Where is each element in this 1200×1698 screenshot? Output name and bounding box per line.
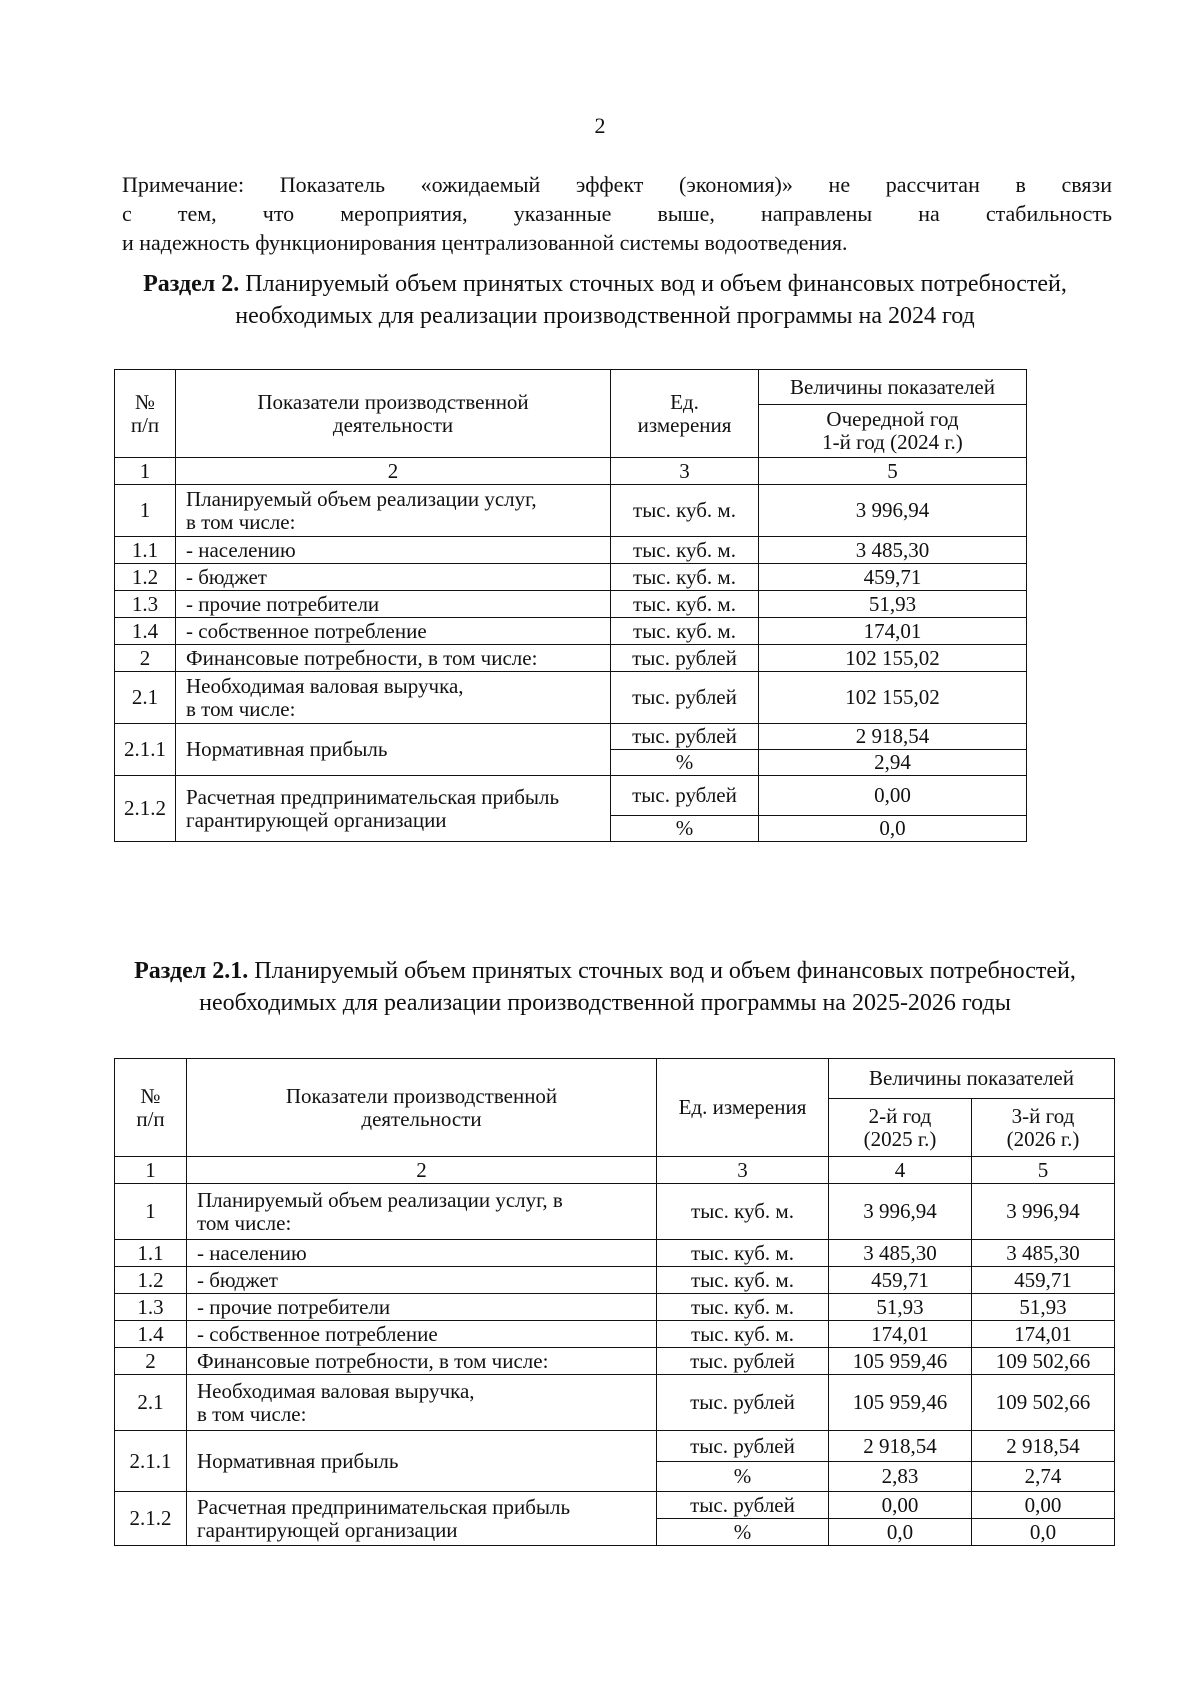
header-unit: Ед. измерения [657, 1059, 829, 1157]
row-value-2026: 3 485,30 [972, 1240, 1115, 1267]
row-num: 2.1 [115, 672, 176, 724]
column-number: 5 [972, 1157, 1115, 1184]
row-unit: тыс. рублей [657, 1431, 829, 1462]
table-2025-2026 [114, 1058, 1115, 1546]
row-unit: % [657, 1519, 829, 1546]
row-value-2026: 174,01 [972, 1321, 1115, 1348]
section-2-1-title-text: Планируемый объем принятых сточных вод и объем финансовых потребностей, необходимых для реализации производственной программы на 2025-2026 годы [199, 958, 1076, 1016]
row-value: 0,0 [759, 816, 1027, 842]
row-name: Необходимая валовая выручка, в том числе: [176, 672, 611, 724]
table-2024 [114, 369, 1027, 842]
header-unit: Ед. измерения [611, 370, 759, 458]
row-unit: тыс. рублей [611, 724, 759, 750]
table-row [115, 485, 1027, 537]
row-name: - бюджет [187, 1267, 657, 1294]
row-value-2025: 3 485,30 [829, 1240, 972, 1267]
column-number: 2 [187, 1157, 657, 1184]
table-row [115, 1431, 1115, 1462]
row-name: Необходимая валовая выручка, в том числе: [187, 1375, 657, 1431]
row-name: Расчетная предпринимательская прибыль гарантирующей организации [176, 776, 611, 842]
row-num: 1.1 [115, 537, 176, 564]
column-number: 1 [115, 1157, 187, 1184]
row-unit: тыс. рублей [611, 645, 759, 672]
header-num: № п/п [115, 370, 176, 458]
row-unit: % [611, 750, 759, 776]
page-number: 2 [594, 113, 606, 138]
row-unit: тыс. куб. м. [611, 591, 759, 618]
table-row [115, 618, 1027, 645]
row-unit: тыс. рублей [657, 1492, 829, 1519]
row-unit: тыс. куб. м. [657, 1321, 829, 1348]
row-value-2025: 459,71 [829, 1267, 972, 1294]
row-value: 102 155,02 [759, 645, 1027, 672]
row-value: 174,01 [759, 618, 1027, 645]
row-value-2026: 3 996,94 [972, 1184, 1115, 1240]
table-row [115, 1348, 1115, 1375]
row-name: Нормативная прибыль [187, 1431, 657, 1492]
row-name: - собственное потребление [176, 618, 611, 645]
table-row [115, 591, 1027, 618]
note-line: и надежность функционирования централизованной системы водоотведения. [122, 230, 848, 255]
section-2-title [110, 268, 1100, 332]
section-2-1-title-bold: Раздел 2.1. [134, 958, 249, 984]
row-num: 1.3 [115, 1294, 187, 1321]
row-value-2026: 2 918,54 [972, 1431, 1115, 1462]
row-value: 459,71 [759, 564, 1027, 591]
row-name: Планируемый объем реализации услуг, в том числе: [187, 1184, 657, 1240]
note-line: с тем, что мероприятия, указанные выше, направлены на стабильность [122, 201, 1112, 226]
row-value-2026: 51,93 [972, 1294, 1115, 1321]
row-value-2025: 51,93 [829, 1294, 972, 1321]
column-number: 1 [115, 458, 176, 485]
row-value: 2 918,54 [759, 724, 1027, 750]
table-row [115, 1492, 1115, 1519]
row-num: 1.1 [115, 1240, 187, 1267]
table-row [115, 1294, 1115, 1321]
row-name: Нормативная прибыль [176, 724, 611, 776]
row-unit: тыс. куб. м. [611, 564, 759, 591]
column-number: 5 [759, 458, 1027, 485]
row-unit: тыс. куб. м. [657, 1240, 829, 1267]
table-row [115, 1267, 1115, 1294]
table-row [115, 1240, 1115, 1267]
row-name: Планируемый объем реализации услуг, в том числе: [176, 485, 611, 537]
row-num: 2 [115, 645, 176, 672]
row-value-2025: 105 959,46 [829, 1348, 972, 1375]
row-name: - прочие потребители [176, 591, 611, 618]
header-year-2025: 2-й год (2025 г.) [829, 1099, 972, 1157]
row-unit: тыс. куб. м. [611, 485, 759, 537]
row-num: 1.4 [115, 618, 176, 645]
row-unit: тыс. куб. м. [657, 1184, 829, 1240]
row-num: 2.1.1 [115, 1431, 187, 1492]
table-row [115, 1321, 1115, 1348]
section-2-1-title [110, 955, 1100, 1019]
table-row [115, 564, 1027, 591]
row-num: 2.1.1 [115, 724, 176, 776]
row-value-2026: 2,74 [972, 1462, 1115, 1492]
row-name: Финансовые потребности, в том числе: [187, 1348, 657, 1375]
row-value-2026: 109 502,66 [972, 1375, 1115, 1431]
note-line: Примечание: Показатель «ожидаемый эффект (экономия)» не рассчитан в связи [122, 172, 1112, 197]
row-unit: тыс. рублей [657, 1375, 829, 1431]
row-num: 1.4 [115, 1321, 187, 1348]
column-number: 2 [176, 458, 611, 485]
header-values: Величины показателей [759, 370, 1027, 405]
row-num: 1 [115, 1184, 187, 1240]
row-unit: тыс. куб. м. [657, 1267, 829, 1294]
row-value: 102 155,02 [759, 672, 1027, 724]
table-row [115, 537, 1027, 564]
column-number: 3 [657, 1157, 829, 1184]
row-value: 3 485,30 [759, 537, 1027, 564]
table-row [115, 724, 1027, 750]
row-name: - населению [176, 537, 611, 564]
row-unit: тыс. куб. м. [611, 537, 759, 564]
note-paragraph [122, 170, 1112, 257]
table-row [115, 672, 1027, 724]
header-values: Величины показателей [829, 1059, 1115, 1099]
row-name: - населению [187, 1240, 657, 1267]
row-value-2026: 459,71 [972, 1267, 1115, 1294]
row-value: 2,94 [759, 750, 1027, 776]
row-value: 51,93 [759, 591, 1027, 618]
column-number: 4 [829, 1157, 972, 1184]
row-name: - бюджет [176, 564, 611, 591]
row-value-2025: 174,01 [829, 1321, 972, 1348]
table-row [115, 1184, 1115, 1240]
row-value-2025: 105 959,46 [829, 1375, 972, 1431]
row-value-2026: 109 502,66 [972, 1348, 1115, 1375]
row-value-2025: 2 918,54 [829, 1431, 972, 1462]
row-name: - прочие потребители [187, 1294, 657, 1321]
row-value-2025: 0,00 [829, 1492, 972, 1519]
row-value-2026: 0,0 [972, 1519, 1115, 1546]
row-value-2026: 0,00 [972, 1492, 1115, 1519]
row-unit: тыс. рублей [611, 672, 759, 724]
row-unit: тыс. куб. м. [657, 1294, 829, 1321]
row-num: 2.1 [115, 1375, 187, 1431]
row-name: Расчетная предпринимательская прибыль гарантирующей организации [187, 1492, 657, 1546]
row-name: Финансовые потребности, в том числе: [176, 645, 611, 672]
section-2-title-text: Планируемый объем принятых сточных вод и объем финансовых потребностей, необходимых для реализации производственной программы на 2024 год [235, 271, 1067, 329]
row-num: 2.1.2 [115, 776, 176, 842]
row-num: 1.3 [115, 591, 176, 618]
table-row [115, 1375, 1115, 1431]
row-value-2025: 2,83 [829, 1462, 972, 1492]
row-unit: % [657, 1462, 829, 1492]
header-year: Очередной год 1-й год (2024 г.) [759, 405, 1027, 458]
row-num: 1 [115, 485, 176, 537]
row-num: 1.2 [115, 564, 176, 591]
row-unit: тыс. рублей [611, 776, 759, 816]
row-num: 2 [115, 1348, 187, 1375]
row-value-2025: 0,0 [829, 1519, 972, 1546]
header-indicators: Показатели производственной деятельности [176, 370, 611, 458]
header-year-2026: 3-й год (2026 г.) [972, 1099, 1115, 1157]
row-unit: тыс. куб. м. [611, 618, 759, 645]
row-unit: % [611, 816, 759, 842]
column-number: 3 [611, 458, 759, 485]
row-num: 2.1.2 [115, 1492, 187, 1546]
row-value: 3 996,94 [759, 485, 1027, 537]
row-name: - собственное потребление [187, 1321, 657, 1348]
row-value: 0,00 [759, 776, 1027, 816]
header-num: № п/п [115, 1059, 187, 1157]
table-row [115, 645, 1027, 672]
row-num: 1.2 [115, 1267, 187, 1294]
section-2-title-bold: Раздел 2. [143, 271, 240, 297]
row-value-2025: 3 996,94 [829, 1184, 972, 1240]
table-row [115, 776, 1027, 816]
header-indicators: Показатели производственной деятельности [187, 1059, 657, 1157]
row-unit: тыс. рублей [657, 1348, 829, 1375]
